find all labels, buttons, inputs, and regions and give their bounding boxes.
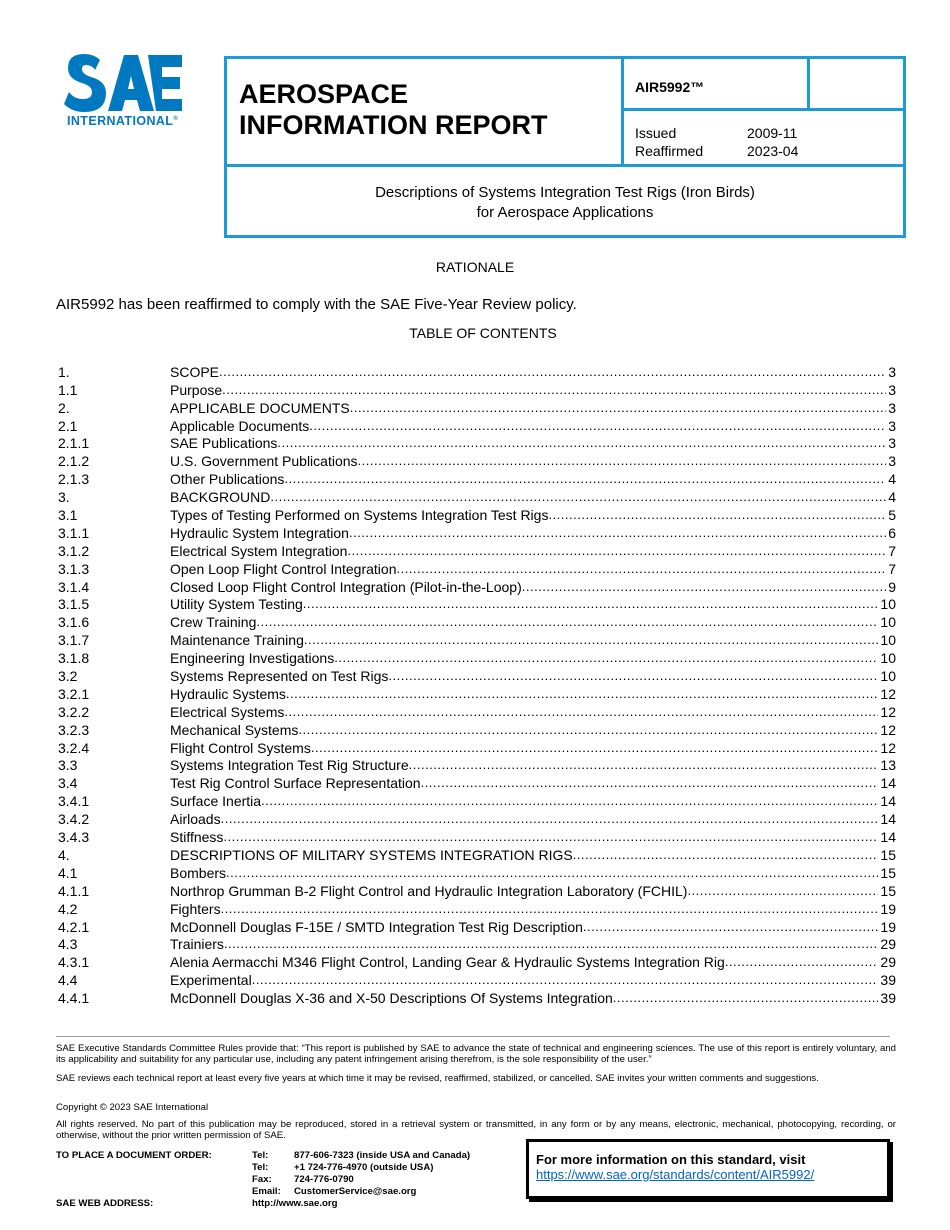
toc-entry-page: 14 [880,793,896,810]
toc-entry-number: 3.1.8 [58,650,90,667]
toc-leader-dots [583,919,879,935]
toc-entry-page: 4 [888,489,896,506]
toc-entry-number: 3.1 [58,507,78,524]
toc-entry-title: Mechanical Systems [170,721,299,738]
toc-entry-page: 3 [888,417,896,434]
toc-entry[interactable] [58,773,896,791]
toc-leader-dots [687,883,878,899]
toc-entry[interactable] [58,451,896,469]
toc-entry-title: Trainiers [170,936,224,953]
toc-entry-page: 10 [880,596,896,613]
toc-entry-page: 29 [880,954,896,971]
toc-entry[interactable] [58,845,896,863]
toc-entry-number: 4.3.1 [58,954,90,971]
toc-entry[interactable] [58,827,896,845]
toc-entry-number: 2.1.3 [58,471,90,488]
toc-entry-number: 3.1.4 [58,578,90,595]
toc-leader-dots [548,507,886,523]
toc-entry-page: 3 [888,399,896,416]
toc-entry[interactable] [58,863,896,881]
toc-entry-number: 4.2 [58,900,78,917]
toc-entry-page: 6 [888,524,896,541]
toc-entry[interactable] [58,362,896,380]
toc-entry[interactable] [58,666,896,684]
toc-entry-number: 1.1 [58,381,78,398]
toc-entry-title: SCOPE [170,363,220,380]
toc-leader-dots [304,632,879,648]
toc-entry-title: Types of Testing Performed on Systems Integration Test Rigs [170,507,549,524]
toc-entry[interactable] [58,416,896,434]
toc-entry-title: Maintenance Training [170,632,304,649]
issue-dates: Issued 2009-11 Reaffirmed 2023-04 [635,125,799,159]
toc-entry-number: 3.3 [58,757,78,774]
toc-entry-number: 3.1.3 [58,560,90,577]
toc-entry[interactable] [58,702,896,720]
toc-entry-number: 3.4.1 [58,793,90,810]
toc-leader-dots [334,650,878,666]
web-address[interactable]: http://www.sae.org [252,1198,338,1209]
toc-entry-title: Fighters [170,900,221,917]
toc-leader-dots [522,579,886,595]
header-row-divider [621,108,903,111]
toc-entry-page: 10 [880,668,896,685]
toc-entry[interactable] [58,935,896,953]
toc-leader-dots [349,525,886,541]
toc-entry[interactable] [58,720,896,738]
toc-entry-title: McDonnell Douglas F-15E / SMTD Integration Test Rig Description [170,918,583,935]
toc-entry-title: Systems Represented on Test Rigs [170,668,389,685]
toc-entry[interactable] [58,487,896,505]
footer-review-text: SAE reviews each technical report at least every five years at which time it may be revised, reaffirmed, stabilized, or cancelled. SAE invites your written comments and suggestions. [56,1073,819,1084]
toc-entry-page: 14 [880,811,896,828]
toc-entry[interactable] [58,970,896,988]
footer-rule [56,1036,890,1037]
rationale-text: AIR5992 has been reaffirmed to comply with the SAE Five-Year Review policy. [56,296,577,313]
toc-entry-page: 39 [880,972,896,989]
toc-leader-dots [613,990,879,1006]
toc-entry-title: Experimental [170,972,252,989]
toc-leader-dots [277,435,886,451]
toc-entry-title: Closed Loop Flight Control Integration (Pilot-in-the-Loop) [170,578,522,595]
header-col-divider [621,59,624,164]
sae-logo [64,52,194,132]
toc-leader-dots [252,972,879,988]
toc-entry-number: 1. [58,363,70,380]
toc-leader-dots [286,686,879,702]
toc-entry-number: 4.4.1 [58,990,90,1007]
toc-entry-page: 12 [880,685,896,702]
toc-entry-page: 15 [880,864,896,881]
toc-leader-dots [311,740,879,756]
toc-entry[interactable] [58,469,896,487]
toc-entry[interactable] [58,899,896,917]
toc-entry[interactable] [58,988,896,1006]
toc-entry-title: Electrical Systems [170,703,285,720]
toc-entry-title: SAE Publications [170,435,278,452]
toc-entry[interactable] [58,505,896,523]
toc-leader-dots [261,793,878,809]
toc-entry-title: Flight Control Systems [170,739,311,756]
toc-entry[interactable] [58,630,896,648]
toc-entry-page: 10 [880,614,896,631]
toc-entry-title: Open Loop Flight Control Integration [170,560,397,577]
toc-entry-number: 3.2.1 [58,685,90,702]
toc-entry-number: 3.2 [58,668,78,685]
toc-entry-page: 15 [880,846,896,863]
doc-number: AIR5992™ [635,79,705,95]
toc-entry-title: Other Publications [170,471,285,488]
toc-entry-title: Crew Training [170,614,257,631]
doc-type-title: AEROSPACE INFORMATION REPORT [239,79,548,140]
toc-entry-number: 3.1.7 [58,632,90,649]
toc-leader-dots [421,775,879,791]
toc-entry[interactable] [58,523,896,541]
toc-leader-dots [224,936,878,952]
toc-leader-dots [219,364,886,380]
toc-entry-page: 3 [888,363,896,380]
toc-entry-page: 15 [880,882,896,899]
toc-entry-number: 2.1.1 [58,435,90,452]
toc-entry-page: 29 [880,936,896,953]
toc-leader-dots [309,418,886,434]
toc-leader-dots [221,901,879,917]
toc-entry[interactable] [58,595,896,613]
toc-entry-number: 3.2.3 [58,721,90,738]
toc-entry-page: 12 [880,739,896,756]
toc-entry-title: Bombers [170,864,227,881]
toc-entry[interactable] [58,559,896,577]
header-divider [227,164,903,167]
toc-entry-title: Hydraulic Systems [170,685,286,702]
toc-leader-dots [396,561,886,577]
toc-entry-number: 2. [58,399,70,416]
toc-heading: TABLE OF CONTENTS [409,325,557,341]
toc-entry[interactable] [58,809,896,827]
toc-entry-title: Hydraulic System Integration [170,524,349,541]
info-box-title: For more information on this standard, visit [536,1152,806,1167]
toc-leader-dots [725,954,879,970]
logo-subtitle: INTERNATIONAL® [67,114,179,128]
footer-rights-text: All rights reserved. No part of this publication may be reproduced, stored in a retrieval system or transmitted, in any form or by any means, electronic, mechanical, photocopying, recording, or otherwise, without the prior written permission of SAE. [56,1119,896,1141]
toc-entry-page: 12 [880,721,896,738]
rationale-heading: RATIONALE [435,259,515,275]
toc-entry-title: Engineering Investigations [170,650,335,667]
toc-entry[interactable] [58,684,896,702]
toc-entry-page: 9 [888,578,896,595]
doc-title: Descriptions of Systems Integration Test Rigs (Iron Birds) for Aerospace Applications [375,184,755,221]
toc-leader-dots [221,811,879,827]
toc-entry[interactable] [58,756,896,774]
toc-entry-page: 10 [880,650,896,667]
toc-entry-title: Alenia Aermacchi M346 Flight Control, Landing Gear & Hydraulic Systems Integration Rig [170,954,725,971]
toc-entry-number: 4.1 [58,864,78,881]
toc-entry-number: 3.2.2 [58,703,90,720]
toc-entry-page: 19 [880,900,896,917]
toc-entry-number: 3.1.6 [58,614,90,631]
toc-entry-number: 3.1.5 [58,596,90,613]
toc-entry-title: Stiffness [170,829,224,846]
toc-entry[interactable] [58,738,896,756]
footer-rules-text: SAE Executive Standards Committee Rules provide that: “This report is published by SAE to advance the state of technical and engineering sciences. The use of this report is entirely voluntary, and its applicability and suitability for any particular use, including any patent infringement arising therefrom, is the sole responsibility of the user.” [56,1043,896,1065]
toc-entry-number: 3.4.2 [58,811,90,828]
toc-entry-number: 4.4 [58,972,78,989]
toc-entry[interactable] [58,434,896,452]
toc-entry[interactable] [58,380,896,398]
toc-entry[interactable] [58,648,896,666]
toc-entry-page: 3 [888,381,896,398]
contact-info: Tel: 877-606-7323 (inside USA and Canada) Tel: +1 724-776-4970 (outside USA) Fax: 724-776-0790 Email: CustomerService@sae.org http://www.sae.org [252,1150,471,1209]
toc-entry-number: 4.1.1 [58,882,90,899]
table-of-contents [58,362,896,1006]
toc-leader-dots [284,704,878,720]
toc-leader-dots [226,865,878,881]
web-address-label: SAE WEB ADDRESS: [56,1198,154,1209]
info-box [526,1139,890,1199]
toc-entry-page: 4 [888,471,896,488]
toc-leader-dots [347,543,886,559]
toc-entry-title: Test Rig Control Surface Representation [170,775,421,792]
toc-leader-dots [350,400,886,416]
toc-leader-dots [573,847,879,863]
toc-entry-number: 4. [58,846,70,863]
standard-link[interactable]: https://www.sae.org/standards/content/AIR5992/ [536,1167,815,1182]
toc-entry-page: 7 [888,542,896,559]
footer-copyright: Copyright © 2023 SAE International [56,1102,209,1113]
toc-entry-title: BACKGROUND [170,489,271,506]
toc-entry[interactable] [58,577,896,595]
toc-entry-title: Airloads [170,811,221,828]
toc-leader-dots [298,722,878,738]
toc-entry[interactable] [58,612,896,630]
toc-leader-dots [222,382,886,398]
toc-entry[interactable] [58,541,896,559]
toc-entry-title: Northrop Grumman B-2 Flight Control and Hydraulic Integration Laboratory (FCHIL) [170,882,688,899]
toc-entry-number: 4.3 [58,936,78,953]
toc-entry-page: 7 [888,560,896,577]
toc-entry-title: U.S. Government Publications [170,453,358,470]
toc-entry-page: 13 [880,757,896,774]
toc-entry-page: 3 [888,453,896,470]
toc-entry-page: 39 [880,990,896,1007]
toc-entry[interactable] [58,917,896,935]
toc-leader-dots [284,471,886,487]
toc-entry-page: 10 [880,632,896,649]
toc-entry-number: 3.4 [58,775,78,792]
toc-entry[interactable] [58,881,896,899]
toc-entry-number: 4.2.1 [58,918,90,935]
toc-entry-number: 3.1.2 [58,542,90,559]
toc-entry-title: Systems Integration Test Rig Structure [170,757,409,774]
toc-leader-dots [303,596,879,612]
toc-leader-dots [256,614,878,630]
toc-leader-dots [270,489,886,505]
toc-entry[interactable] [58,791,896,809]
toc-entry-title: Purpose [170,381,223,398]
sae-wordmark-icon [64,52,184,114]
toc-entry-title: Utility System Testing [170,596,303,613]
header-box [224,56,906,238]
toc-entry-number: 2.1 [58,417,78,434]
toc-entry-number: 3.4.3 [58,829,90,846]
toc-entry-number: 2.1.2 [58,453,90,470]
toc-leader-dots [358,453,887,469]
order-label: TO PLACE A DOCUMENT ORDER: [56,1150,212,1161]
toc-entry-page: 5 [888,507,896,524]
toc-entry[interactable] [58,952,896,970]
toc-entry-page: 3 [888,435,896,452]
toc-entry-title: DESCRIPTIONS OF MILITARY SYSTEMS INTEGRATION RIGS [170,846,573,863]
toc-leader-dots [409,757,879,773]
toc-entry-number: 3.1.1 [58,524,90,541]
toc-entry-page: 14 [880,775,896,792]
header-col-divider-2 [807,59,810,111]
toc-entry-page: 14 [880,829,896,846]
toc-entry-title: Surface Inertia [170,793,262,810]
toc-entry-title: Electrical System Integration [170,542,348,559]
toc-entry-page: 12 [880,703,896,720]
toc-entry[interactable] [58,398,896,416]
toc-entry-title: McDonnell Douglas X-36 and X-50 Descriptions Of Systems Integration [170,990,613,1007]
toc-entry-title: APPLICABLE DOCUMENTS [170,399,350,416]
toc-leader-dots [223,829,878,845]
toc-leader-dots [388,668,878,684]
toc-entry-page: 19 [880,918,896,935]
toc-entry-number: 3. [58,489,70,506]
toc-entry-title: Applicable Documents [170,417,310,434]
toc-entry-number: 3.2.4 [58,739,90,756]
